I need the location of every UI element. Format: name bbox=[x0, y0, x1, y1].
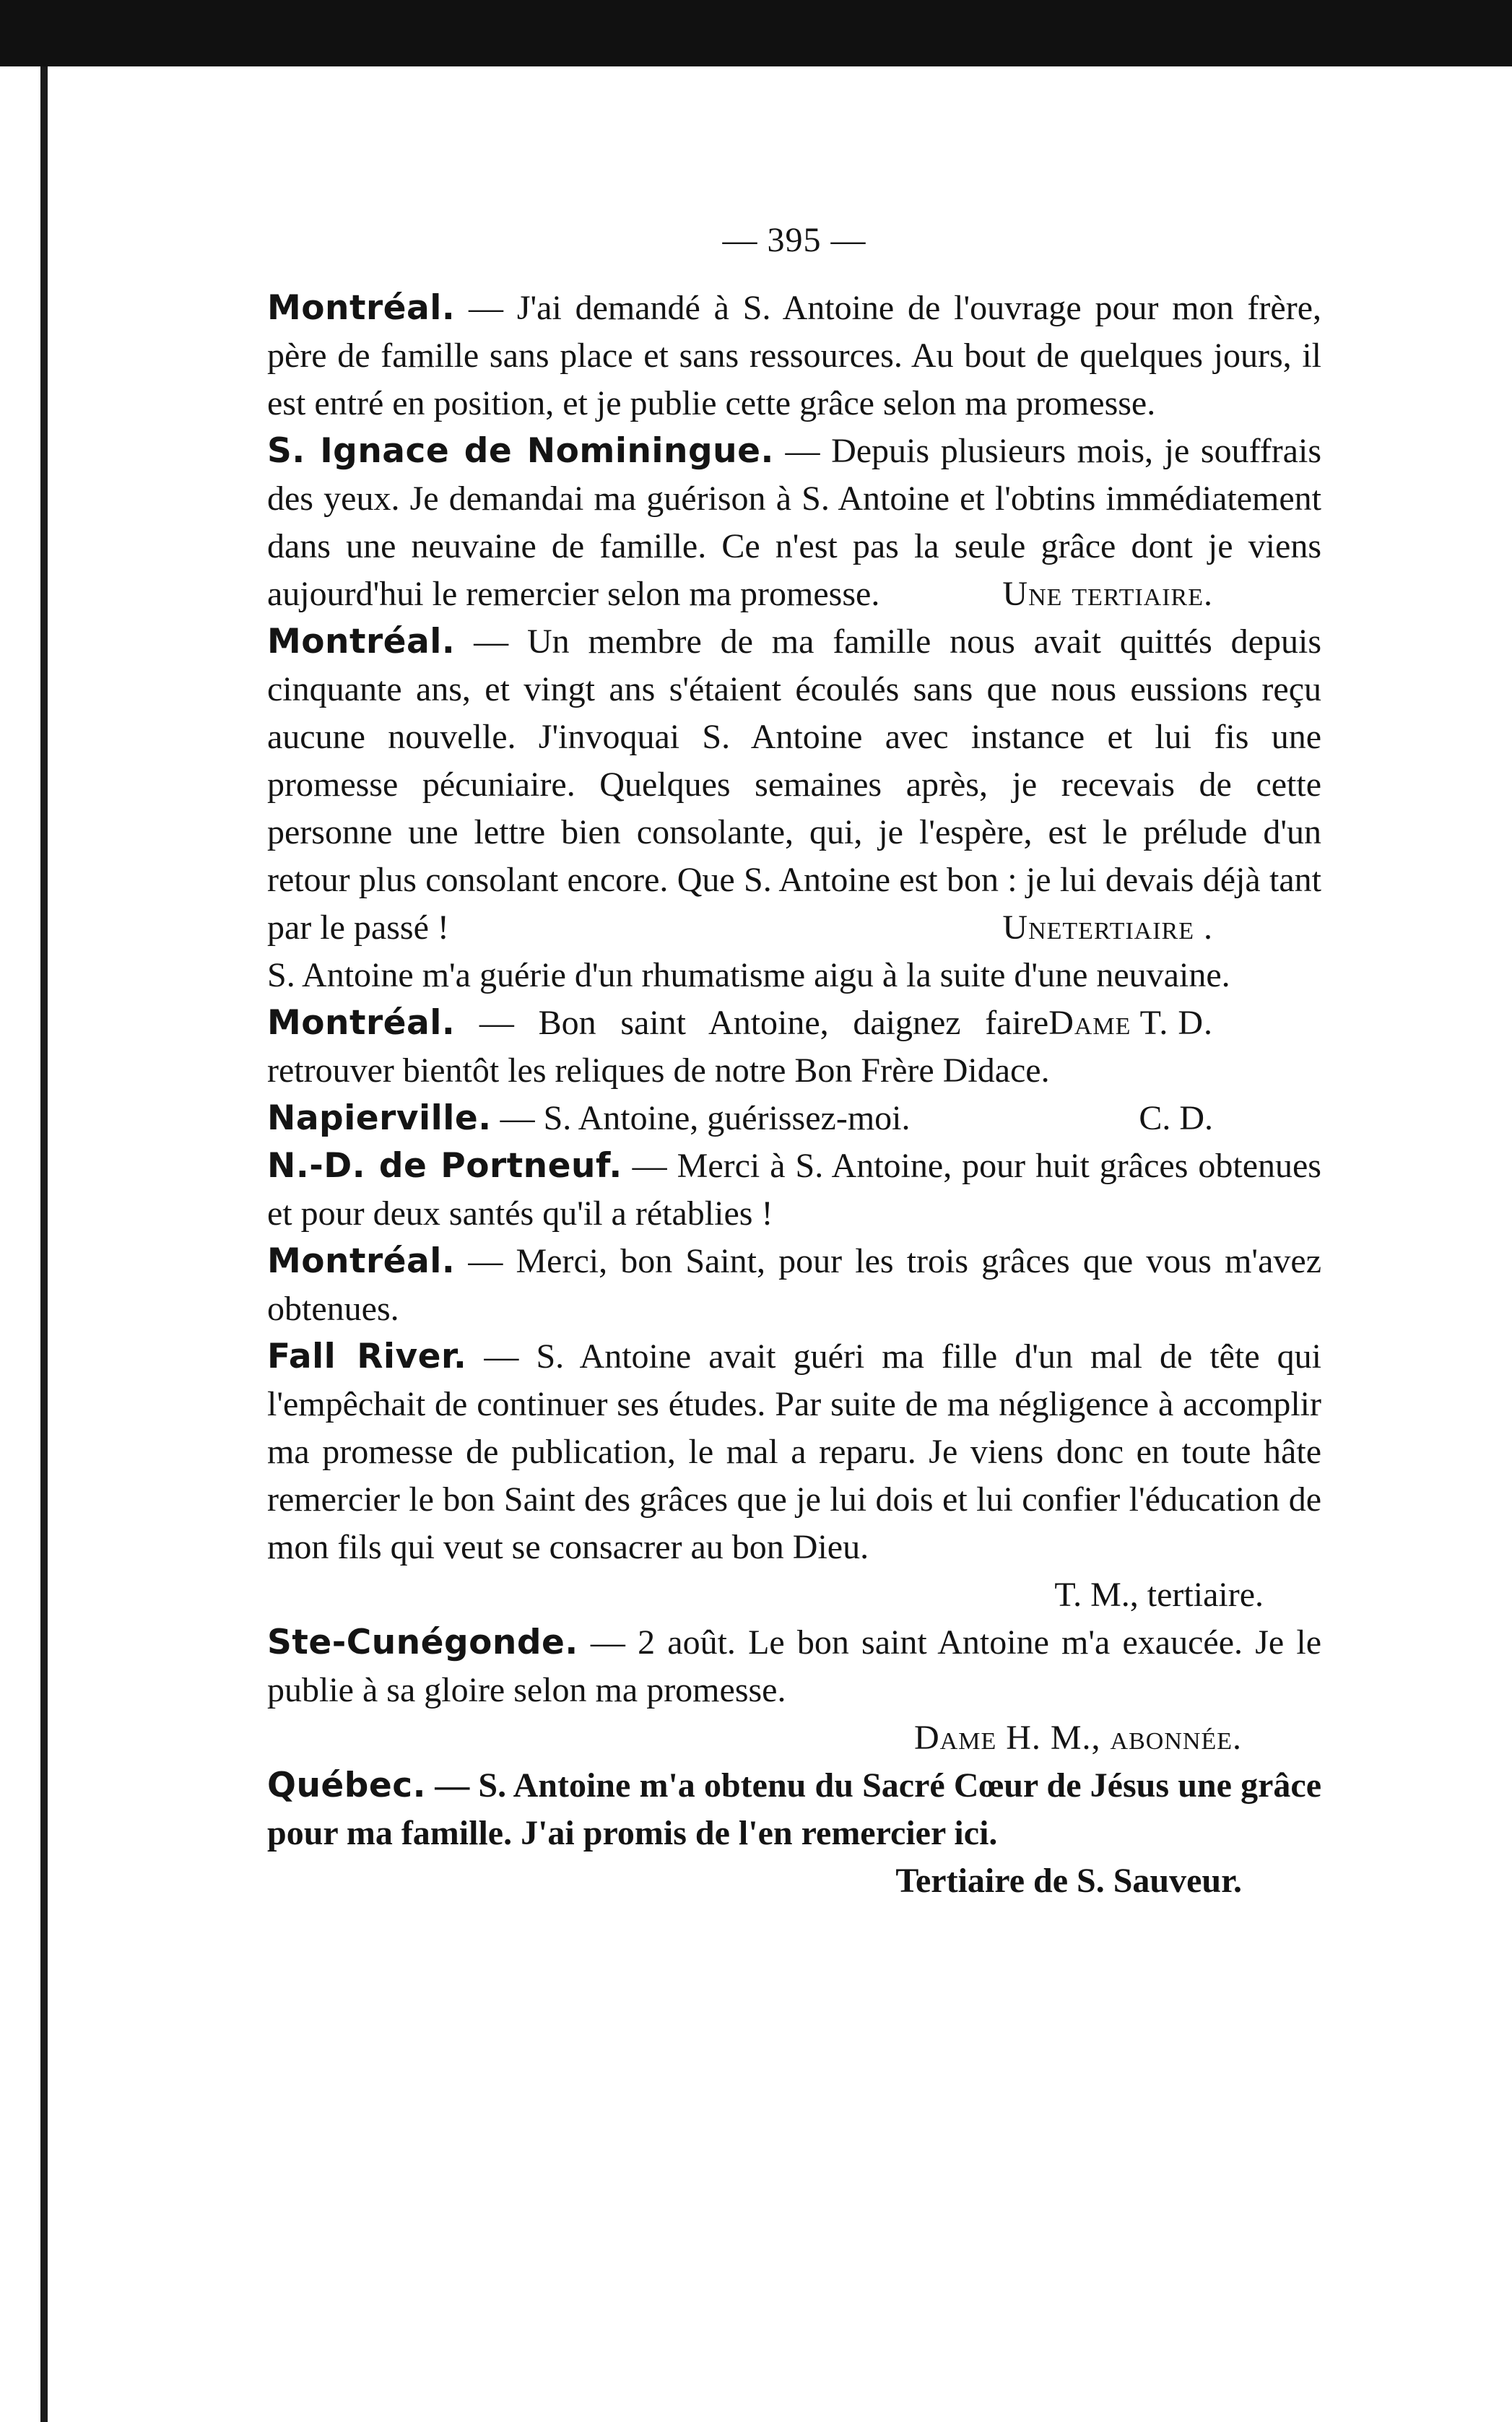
entry-text: S. Antoine m'a guérie d'un rhumatisme aigu à la suite d'une neuvaine. bbox=[267, 956, 1230, 994]
entry-location: S. Ignace de Nominingue. bbox=[267, 431, 774, 471]
scan-border-top bbox=[0, 0, 1512, 66]
entry-text: — Depuis plusieurs mois, je souffrais des yeux. Je demandai ma guérison à S. Antoine et l'obtins immédiatement dans une neuvaine de famille. Ce n'est pas la seule grâce dont je viens aujourd'hui le remercier selon ma promesse. bbox=[267, 432, 1321, 613]
entry-montreal-1 bbox=[267, 285, 1321, 427]
entry-signature: Une tertiaire. bbox=[1002, 575, 1213, 613]
entry-montreal-4 bbox=[267, 1238, 1321, 1333]
entry-text: — 2 août. Le bon saint Antoine m'a exaucée. Je le publie à sa gloire selon ma promesse. bbox=[267, 1623, 1321, 1709]
entry-text: — S. Antoine avait guéri ma fille d'un mal de tête qui l'empêchait de continuer ses études. Par suite de ma négligence à accomplir ma promesse de publication, le mal a reparu. Je viens donc en toute hâte remercier le bon Saint des grâces que je lui dois et lui confier l'éducation de mon fils qui veut se consacrer au bon Dieu. bbox=[267, 1337, 1321, 1566]
entry-location: Napierville. bbox=[267, 1098, 492, 1138]
entry-nominingue bbox=[267, 427, 1321, 618]
entry-portneuf bbox=[267, 1142, 1321, 1238]
page-number: — 395 — bbox=[722, 221, 866, 259]
entry-quebec bbox=[267, 1762, 1321, 1905]
entry-text: — Merci, bon Saint, pour les trois grâces que vous m'avez obtenues. bbox=[267, 1242, 1321, 1328]
entry-location: Montréal. bbox=[267, 1241, 456, 1281]
entry-text: — Merci à S. Antoine, pour huit grâces obtenues et pour deux santés qu'il a rétablies ! bbox=[267, 1147, 1321, 1233]
entry-location: N.-D. de Portneuf. bbox=[267, 1146, 622, 1186]
entry-montreal-2 bbox=[267, 618, 1321, 952]
entry-fall-river bbox=[267, 1333, 1321, 1619]
entry-napierville bbox=[267, 1095, 1321, 1142]
entry-location: Québec. bbox=[267, 1766, 427, 1805]
entry-text: — S. Antoine m'a obtenu du Sacré Cœur de Jésus une grâce pour ma famille. J'ai promis de l'en remercier ici. bbox=[267, 1766, 1321, 1852]
entry-location: Montréal. bbox=[267, 288, 456, 328]
entry-location: Montréal. bbox=[267, 622, 456, 661]
page-body bbox=[267, 217, 1321, 1905]
entry-text: — Un membre de ma famille nous avait quittés depuis cinquante ans, et vingt ans s'étaient écoulés sans que nous eussions reçu aucune nouvelle. J'invoquai S. Antoine avec instance et lui fis une promesse pécuniaire. Quelques semaines après, je recevais de cette personne une lettre bien consolante, qui, je l'espère, est le prélude d'un retour plus consolant encore. Que S. Antoine est bon : je lui devais déjà tant par le passé ! bbox=[267, 622, 1321, 947]
entry-text: — J'ai demandé à S. Antoine de l'ouvrage pour mon frère, père de famille sans place et sans ressources. Au bout de quelques jours, il est entré en position, et je publie cette grâce selon ma promesse. bbox=[267, 289, 1321, 422]
entry-signature: Dame H. M., abonnée. bbox=[914, 1719, 1242, 1757]
entry-signature: C. D. bbox=[1139, 1099, 1213, 1137]
entry-text: — S. Antoine, guérissez-moi. bbox=[491, 1099, 911, 1137]
entry-text: — Bon saint Antoine, daignez faire retrouver bientôt les reliques de notre Bon Frère Didace. bbox=[267, 1004, 1050, 1090]
entry-ste-cunegonde bbox=[267, 1619, 1321, 1762]
entry-location: Ste-Cunégonde. bbox=[267, 1623, 578, 1662]
entry-signature: Tertiaire de S. Sauveur. bbox=[895, 1862, 1242, 1900]
entry-signature: Unetertiaire . bbox=[1002, 908, 1213, 947]
entry-signature: Dame T. D. bbox=[1048, 1004, 1213, 1042]
entry-signature: T. M., tertiaire. bbox=[1054, 1576, 1264, 1614]
scan-border-left bbox=[40, 66, 48, 2422]
entry-location: Fall River. bbox=[267, 1337, 467, 1376]
entry-location: Montréal. bbox=[267, 1003, 456, 1043]
